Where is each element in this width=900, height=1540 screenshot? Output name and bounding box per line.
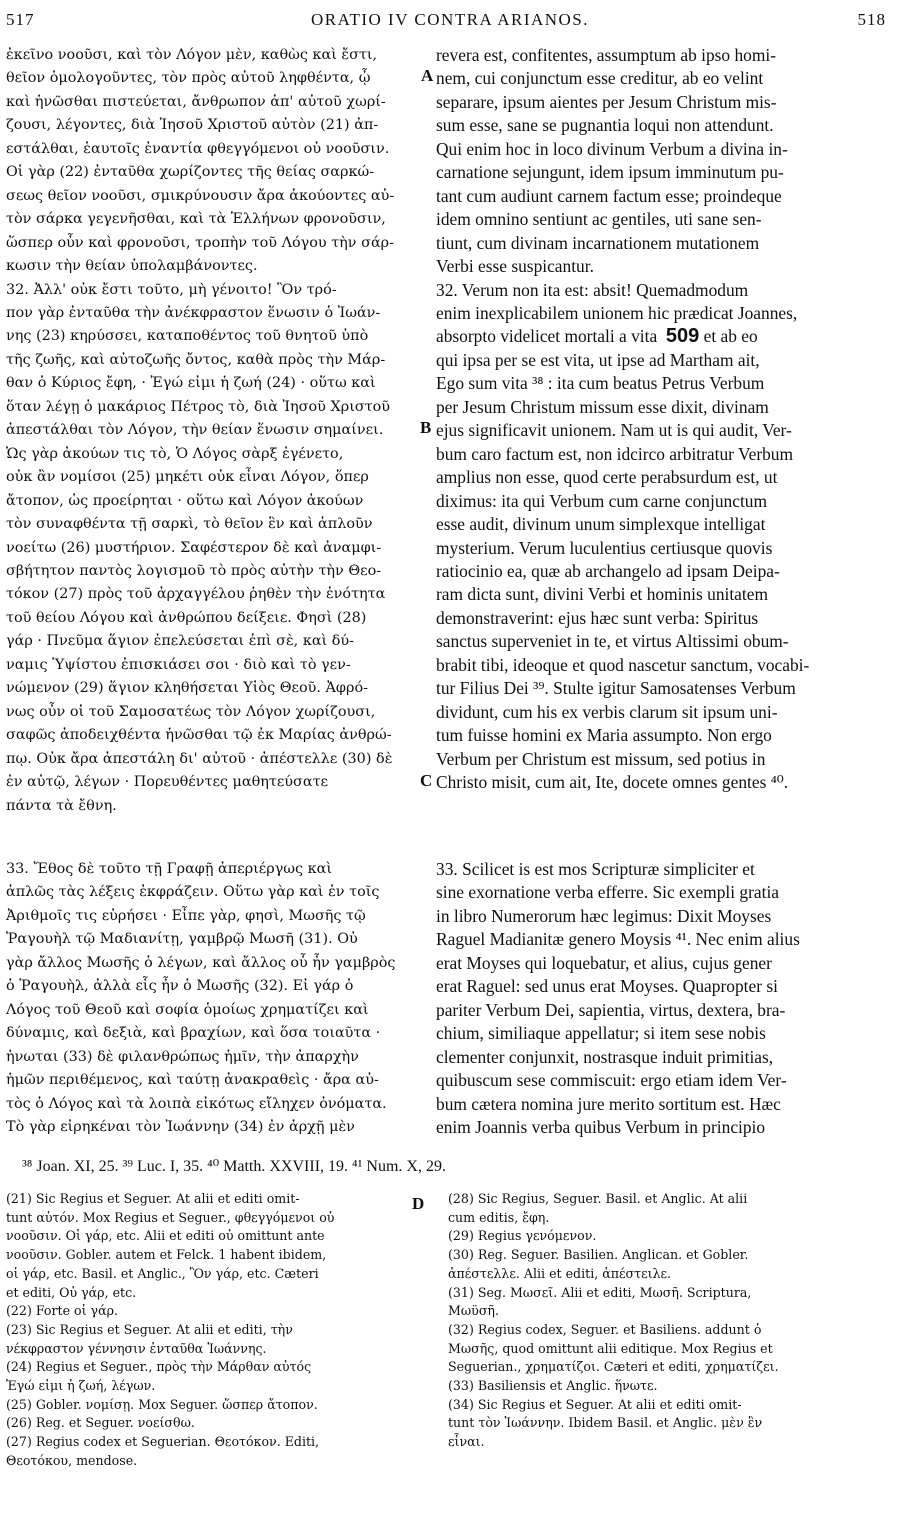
footnote-line: (31) Seg. Μωσεῖ. Alii et editi, Μωσῆ. Scriptura, [448, 1284, 752, 1300]
text-fragment: absorpto videlicet mortali a vita [436, 326, 658, 347]
text-line: dividunt, cum his ex verbis clarum sit ipsum uni- [436, 701, 778, 722]
footnote-line: Ἐγώ εἰμι ἡ ζωή, λέγων. [6, 1378, 156, 1394]
text-line: πον γὰρ ἐνταῦθα τὴν ἀνέκφραστον ἕνωσιν ὁ Ἰωάν- [6, 304, 381, 321]
text-line: νοείτω (26) μυστήριον. Σαφέστερον δὲ καὶ ἀναμφι- [6, 539, 382, 556]
text-line: enim inexplicabilem unionem hic prædicat Joannes, [436, 302, 798, 323]
text-line: δύναμις, καὶ δεξιὰ, καὶ βραχίων, καὶ ὅσα τοιαῦτα · [6, 1025, 381, 1042]
latin-text-column-bottom [436, 858, 894, 1139]
text-line: ἐκεῖνο νοοῦσι, καὶ τὸν Λόγον μὲν, καθὼς καὶ ἔστι, [6, 47, 378, 63]
text-line: in libro Numerorum hæc legimus: Dixit Moyses [436, 905, 772, 926]
text-line: separare, ipsum aientes per Jesum Christum mis- [436, 91, 777, 112]
text-line: Τὸ γὰρ εἰρηκέναι τὸν Ἰωάννην (34) ἐν ἀρχῇ μὲν [6, 1118, 355, 1135]
text-line: 32. Verum non ita est: absit! Quemadmodum [436, 279, 749, 300]
footnote-line: νοοῦσιν. Gobler. autem et Felck. 1 habent ibidem, [6, 1247, 327, 1263]
footnote-line: tunt τὸν Ἰωάννην. Ibidem Basil. et Anglic. μὲν ἓν [448, 1415, 763, 1431]
text-line: Λόγος τοῦ Θεοῦ καὶ σοφία ὁμοίως χρηματίζει καὶ [6, 1001, 369, 1018]
text-line: νης (23) κηρύσσει, καταποθέντος τοῦ θνητοῦ ὑπὸ [6, 328, 369, 345]
text-line: amplius non esse, quod certe perabsurdum est, ut [436, 467, 778, 488]
text-line: Verbum per Christum est missum, sed potius in [436, 748, 766, 769]
text-line: revera est, confitentes, assumptum ab ipso homi- [436, 45, 777, 65]
text-line: 33. Scilicet is est mos Scripturæ simpliciter et [436, 859, 755, 879]
text-line: enim Joannis verba quibus Verbum in principio [436, 1116, 766, 1137]
text-line: ἁπλῶς τὰς λέξεις ἐκφράζειν. Οὕτω γὰρ καὶ ἐν τοῖς [6, 884, 380, 901]
text-line: clementer conjunxit, nostrasque induit primitias, [436, 1046, 774, 1067]
text-line: καὶ ἡνῶσθαι πιστεύεται, ἄνθρωπον ἀπ' αὐτοῦ χωρί- [6, 93, 386, 110]
footnote-line: Seguerian., χρηματίζοι. Cæteri et editi, χρηματίζει. [448, 1359, 779, 1375]
greek-text-column-top [6, 44, 420, 818]
footnote-line: νοοῦσιν. Οἱ γάρ, etc. Alii et editi οὐ omittunt ante [6, 1228, 325, 1244]
text-line: οὐκ ἂν νομίσοι (25) μηκέτι οὐκ εἶναι Λόγον, ὅπερ [6, 469, 369, 486]
text-line: qui ipsa per se est vita, ut ipse ad Martham ait, [436, 349, 760, 370]
footnote-line: νέκφραστον γέννησιν ἐνταῦθα Ἰωάννης. [6, 1340, 267, 1356]
running-title: ORATIO IV CONTRA ARIANOS. [310, 10, 590, 29]
text-line: ὅταν λέγῃ ὁ μακάριος Πέτρος τὸ, διὰ Ἰησοῦ Χριστοῦ [6, 398, 391, 415]
text-line: tiunt, cum divinam incarnationem mutationem [436, 232, 760, 253]
text-line: τόκον (27) πρὸς τοῦ ἀρχαγγέλου ῥηθὲν τὴν ἑνότητα [6, 586, 386, 603]
text-line: erat Raguel: sed unus erat Moyses. Quapropter si [436, 976, 778, 997]
footnote-line: οἱ γάρ, etc. Basil. et Anglic., Ὃν γάρ, etc. Cæteri [6, 1265, 319, 1281]
text-line: tant cum audiunt carnem factum esse; proindeque [436, 185, 782, 206]
text-line: θεῖον ὁμολογοῦντες, τὸν πρὸς αὐτοῦ ληφθέντα, ᾧ [6, 70, 371, 87]
text-line: γὰρ ἄλλος Μωσῆς ὁ λέγων, καὶ ἄλλος οὗ ἦν γαμβρὸς [6, 954, 396, 971]
footnote-line: Μωϋσῆ. [448, 1303, 499, 1319]
footnote-line: (32) Regius codex, Seguer. et Basiliens. addunt ὁ [448, 1321, 762, 1337]
page-number-right: 518 [857, 10, 886, 29]
text-line: πάντα τὰ ἔθνη. [6, 797, 117, 814]
text-line: erat Moyses qui loquebatur, et alius, cujus gener [436, 952, 772, 973]
footnotes-left [6, 1190, 412, 1471]
text-line: bum caro factum est, non idcirco arbitratur Verbum [436, 443, 794, 464]
text-line: idem omnino sentiunt ac gentiles, uti sane sen- [436, 209, 762, 230]
text-line: ἄτοπον, ὡς προείρηται · οὕτω καὶ Λόγον ἀκούων [6, 492, 364, 509]
page-number-left: 517 [6, 10, 35, 29]
footnote-line: (22) Forte οἱ γάρ. [6, 1303, 118, 1319]
text-line: Christo misit, cum ait, Ite, docete omnes gentes ⁴⁰. [436, 772, 789, 793]
text-line: ἡνωται (33) δὲ φιλανθρώπως ἡμῖν, τὴν ἀπαρχὴν [6, 1048, 359, 1065]
page-header [0, 6, 900, 40]
footnote-line: cum editis, ἔφη. [448, 1209, 550, 1225]
text-line: esse audit, divinum unum simplexque intelligat [436, 514, 766, 535]
footnote-line: (29) Regius γενόμενον. [448, 1228, 597, 1244]
text-line: Raguel Madianitæ genero Moysis ⁴¹. Nec enim alius [436, 929, 800, 950]
text-line: tum fuisse homini ex Maria assumpto. Non ergo [436, 725, 772, 746]
text-line: θαν ὁ Κύριος ἔφη, · Ἐγώ εἰμι ἡ ζωή (24) · οὕτω καὶ [6, 375, 376, 392]
text-line: νώμενον (29) ἅγιον κληθήσεται Υἱὸς Θεοῦ. Ἀφρό- [6, 680, 368, 697]
scripture-references: ³⁸ Joan. XI, 25. ³⁹ Luc. I, 35. ⁴⁰ Matth. XXVIII, 19. ⁴¹ Num. X, 29. [22, 1158, 446, 1175]
text-line: demonstraverint: ejus hæc sunt verba: Spiritus [436, 607, 759, 628]
footnotes-right [448, 1190, 894, 1452]
text-line: τοῦ θείου Λόγου καὶ ἀνθρώπου δείξειε. Φησὶ (28) [6, 609, 367, 626]
text-line: quibuscum sese commiscuit: ergo etiam idem Ver- [436, 1070, 787, 1091]
text-line: ἐν αὐτῷ, λέγων · Πορευθέντες μαθητεύσατε [6, 774, 329, 791]
text-line: Ego sum vita ³⁸ : ita cum beatus Petrus Verbum [436, 373, 765, 394]
text-line: per Jesum Christum missum esse dixit, divinam [436, 396, 769, 417]
text-line: νως οὖν οἱ τοῦ Σαμοσατέως τὸν Λόγον χωρίζουσι, [6, 703, 376, 720]
text-line: tur Filius Dei ³⁹. Stulte igitur Samosatenses Verbum [436, 678, 796, 699]
footnote-line: (34) Sic Regius et Seguer. At alii et editi omit- [448, 1396, 742, 1412]
footnote-line: (25) Gobler. νομίσῃ. Mox Seguer. ὥσπερ ἄτοπον. [6, 1396, 318, 1412]
footnote-line: tunt αὐτόν. Mox Regius et Seguer., φθεγγόμενοι οὐ [6, 1209, 335, 1225]
margin-letter-c: C [420, 771, 433, 790]
text-line: πῳ. Οὐκ ἄρα ἀπεστάλη δι' αὐτοῦ · ἀπέστελλε (30) δὲ [6, 750, 393, 767]
text-line: Ἀριθμοῖς τις εὑρήσει · Εἶπε γὰρ, φησὶ, Μωσῆς τῷ [6, 907, 366, 924]
footnote-line: (21) Sic Regius et Seguer. At alii et editi omit- [6, 1191, 300, 1206]
text-line: ζουσι, λέγοντες, διὰ Ἰησοῦ Χριστοῦ αὐτὸν (21) ἀπ- [6, 117, 379, 134]
text-line: σαφῶς ἀποδειχθέντα ἡνῶσθαι τῷ ἐκ Μαρίας ἀνθρώ- [6, 727, 392, 744]
text-line: ram dicta sunt, divini Verbi et hominis unitatem [436, 584, 768, 605]
text-line: κωσιν τὴν θείαν ὑπολαμβάνοντες. [6, 258, 258, 275]
text-line: Ῥαγουὴλ τῷ Μαδιανίτῃ, γαμβρῷ Μωσῆ (31). Οὐ [6, 931, 358, 948]
footnote-line: (28) Sic Regius, Seguer. Basil. et Anglic. At alii [448, 1191, 748, 1206]
text-line: nem, cui conjunctum esse creditur, ab eo velint [436, 68, 764, 89]
text-line: ὁ Ῥαγουὴλ, ἀλλὰ εἷς ἦν ὁ Μωσῆς (32). Εἰ γάρ ὁ [6, 978, 354, 995]
text-line: sine exornatione verba efferre. Sic exempli gratia [436, 882, 779, 903]
text-line: Qui enim hoc in loco divinum Verbum a divina in- [436, 138, 788, 159]
text-line: mysterium. Verum luculentius certiusque quovis [436, 537, 773, 558]
text-line: εστάλθαι, ἑαυτοῖς ἐναντία φθεγγόμενοι οὐ νοοῦσιν. [6, 140, 390, 157]
text-line: Ὡς γὰρ ἀκούων τις τὸ, Ὁ Λόγος σὰρξ ἐγένετο, [6, 445, 344, 462]
margin-letter-b: B [420, 418, 432, 437]
text-line: τῆς ζωῆς, καὶ αὐτοζωῆς ὄντος, καθὰ πρὸς τὴν Μάρ- [6, 351, 386, 368]
footnote-line: (27) Regius codex et Seguerian. Θεοτόκον. Editi, [6, 1434, 320, 1450]
footnote-line: (23) Sic Regius et Seguer. At alii et editi, τὴν [6, 1321, 293, 1337]
text-line: pariter Verbum Dei, sapientia, virtus, dextera, bra- [436, 999, 786, 1020]
footnote-line: ἀπέστελλε. Alii et editi, ἀπέστειλε. [448, 1265, 672, 1281]
column-page-number: 509 [665, 325, 700, 348]
footnote-line: εἶναι. [448, 1434, 485, 1450]
footnote-line: Μωσῆς, quod omittunt alii editique. Mox Regius et [448, 1340, 773, 1356]
text-line: ὥσπερ οὖν καὶ φρονοῦσι, τροπὴν τοῦ Λόγου τὴν σάρ- [6, 234, 394, 251]
text-line: 33. Ἔθος δὲ τοῦτο τῇ Γραφῇ ἀπεριέργως καὶ [6, 861, 333, 877]
footnote-line: (33) Basiliensis et Anglic. ἥνωτε. [448, 1378, 658, 1394]
footnote-line: (30) Reg. Seguer. Basilien. Anglican. et Gobler. [448, 1247, 749, 1263]
text-line: ratiocinio ea, quæ ab archangelo ad ipsam Deipa- [436, 560, 780, 581]
text-line: σβήτητον παντὸς λογισμοῦ τὸ πρὸς αὐτὴν τὴν Θεο- [6, 562, 382, 579]
latin-text-column-top [436, 44, 894, 795]
text-line: ἀπεστάλθαι τὸν Λόγον, τὴν θείαν ἕνωσιν σημαίνει. [6, 422, 384, 439]
text-line: σεως θεῖον νοοῦσι, σμικρύνουσιν ἄρα ἀκούοντες αὐ- [6, 187, 395, 204]
text-line: 32. Ἀλλ' οὐκ ἔστι τοῦτο, μὴ γένοιτο! Ὃν τρό- [6, 281, 337, 298]
text-line: τὸν σάρκα γεγενῆσθαι, καὶ τὰ Ἑλλήνων φρονοῦσιν, [6, 211, 386, 228]
margin-letter-a: A [421, 66, 434, 85]
footnote-line: (24) Regius et Seguer., πρὸς τὴν Μάρθαν αὐτός [6, 1359, 312, 1375]
text-line: ejus significavit unionem. Nam ut is qui audit, Ver- [436, 420, 792, 441]
text-line: ναμις Ὑψίστου ἐπισκιάσει σοι · διὸ καὶ τὸ γεν- [6, 656, 351, 673]
text-line: chium, similiaque appellatur; si item sese nobis [436, 1023, 766, 1044]
text-line: Οἱ γὰρ (22) ἐνταῦθα χωρίζοντες τῆς θείας σαρκώ- [6, 164, 375, 181]
footnote-line: et editi, Οὐ γάρ, etc. [6, 1284, 137, 1300]
text-line: τὸν συναφθέντα τῇ σαρκὶ, τὸ θεῖον ἓν καὶ ἁπλοῦν [6, 516, 373, 533]
footnote-line: (26) Reg. et Seguer. νοείσθω. [6, 1415, 195, 1431]
text-line: Verbi esse suspicantur. [436, 256, 594, 277]
margin-letter-d: D [412, 1194, 425, 1213]
text-fragment: et ab eo [703, 326, 758, 347]
text-line: τὸς ὁ Λόγος καὶ τὰ λοιπὰ εἰκότως εἴληχεν ὀνόματα. [6, 1095, 387, 1112]
text-line: carnatione sejungunt, idem ipsum imminutum pu- [436, 162, 784, 183]
text-line: diximus: ita qui Verbum cum carne conjunctum [436, 490, 767, 511]
footnote-line: Θεοτόκου, mendose. [6, 1452, 138, 1468]
text-line: sanctus superveniet in te, et virtus Altissimi obum- [436, 631, 789, 652]
text-line [436, 325, 894, 348]
greek-text-column-bottom [6, 858, 420, 1139]
text-line: bum cætera nomina jure merito sortitum est. Hæc [436, 1093, 781, 1114]
text-line: ἡμῶν περιθέμενος, καὶ ταύτῃ ἀνακραθεὶς · ἄρα αὐ- [6, 1072, 379, 1089]
text-line: brabit tibi, ideoque et quod nascetur sanctum, vocabi- [436, 654, 810, 675]
text-line: γάρ · Πνεῦμα ἅγιον ἐπελεύσεται ἐπὶ σὲ, καὶ δύ- [6, 633, 355, 650]
text-line: sum esse, sane se pugnantia loqui non attendunt. [436, 115, 774, 136]
